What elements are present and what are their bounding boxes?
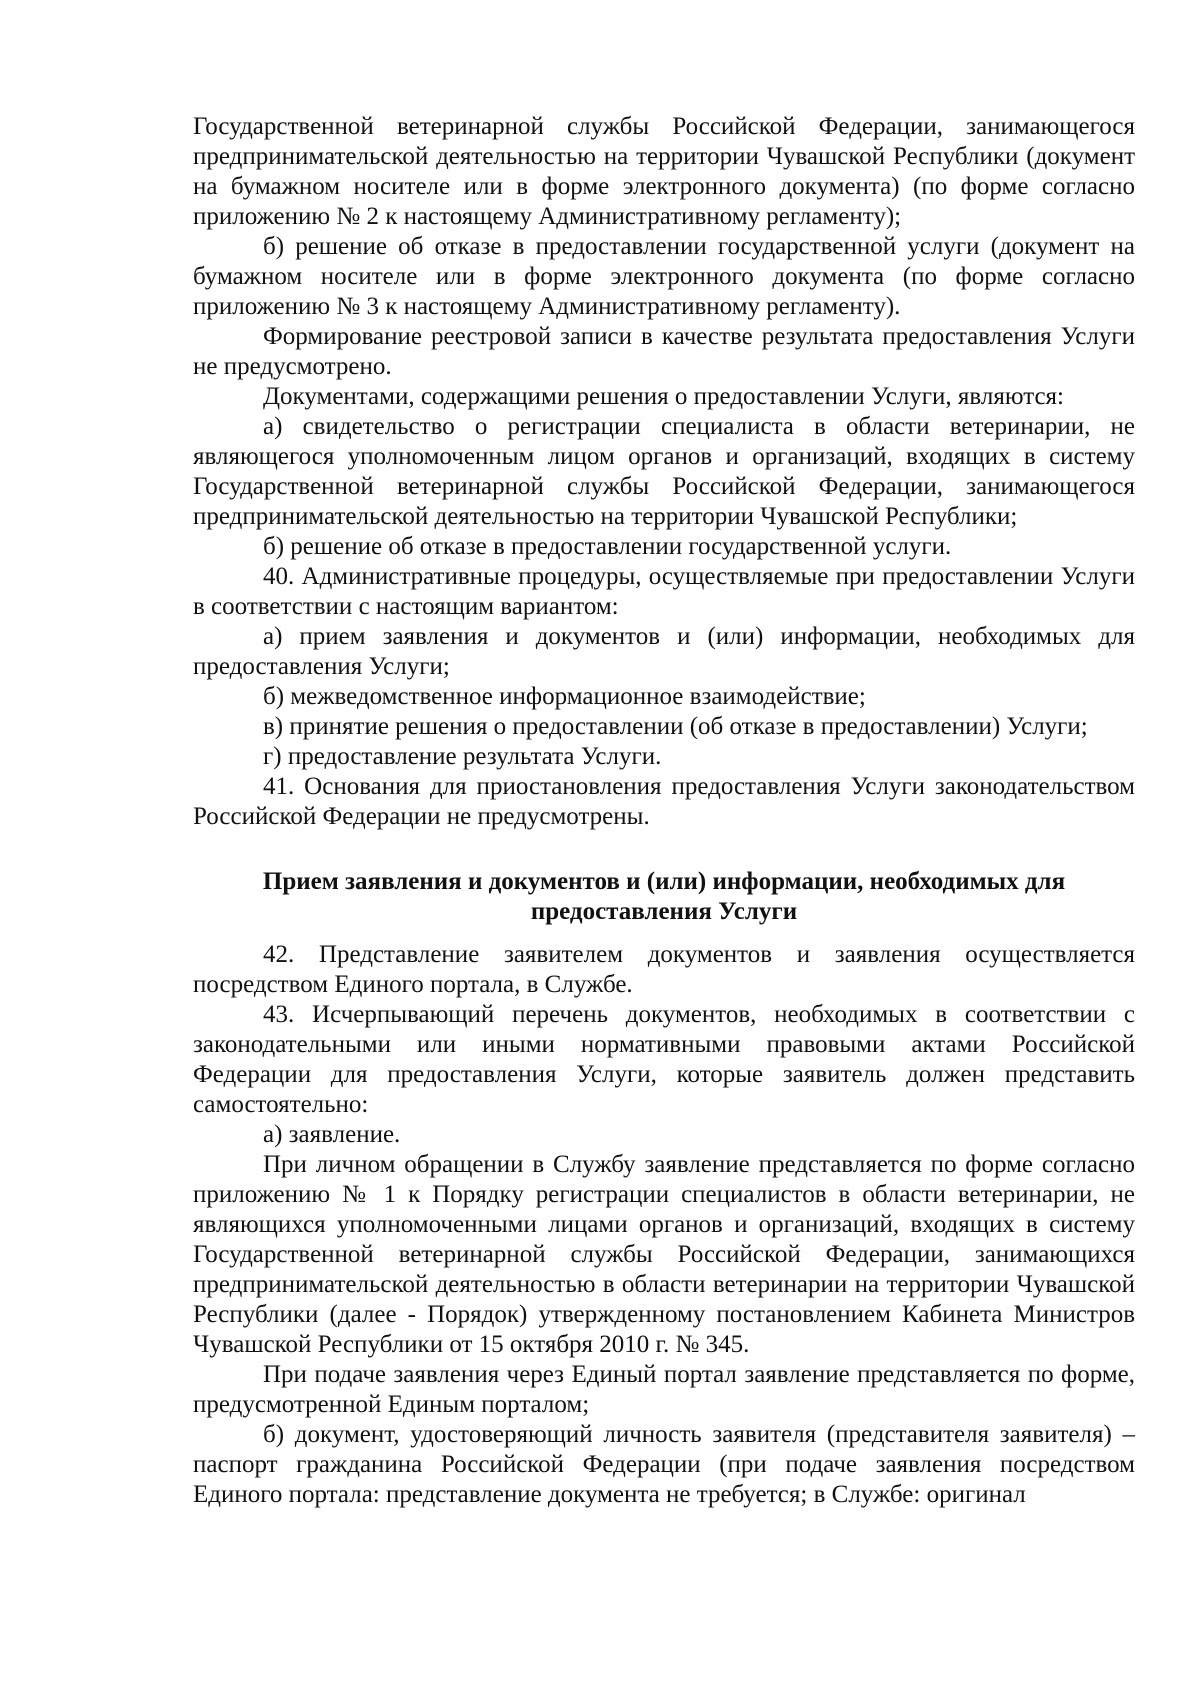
paragraph: 42. Представление заявителем документов и заявления осуществляется посредством Единого портала, в Службе. — [193, 941, 1135, 998]
paragraph: б) решение об отказе в предоставлении государственной услуги. — [263, 533, 952, 560]
paragraph: 43. Исчерпывающий перечень документов, необходимых в соответствии с законодательными или иными нормативными правовыми актами Российской Федерации для предоставления Услуги, которые заявитель должен представить самостоятельно: — [193, 1001, 1135, 1118]
paragraph: б) документ, удостоверяющий личность заявителя (представителя заявителя) – паспорт гражданина Российской Федерации (при подаче заявления посредством Единого портала: представление документа не требуется; в Службе: оригинал — [193, 1421, 1135, 1508]
paragraph: а) прием заявления и документов и (или) информации, необходимых для предоставления Услуги; — [193, 623, 1135, 680]
paragraph: 41. Основания для приостановления предоставления Услуги законодательством Российской Федерации не предусмотрены. — [193, 773, 1135, 830]
section-heading: Прием заявления и документов и (или) информации, необходимых для предоставления Услуги — [262, 868, 1066, 925]
paragraph: Формирование реестровой записи в качестве результата предоставления Услуги не предусмотрено. — [193, 323, 1135, 380]
paragraph: б) межведомственное информационное взаимодействие; — [263, 683, 866, 710]
paragraph: При личном обращении в Службу заявление представляется по форме согласно приложению № 1 к Порядку регистрации специалистов в области ветеринарии, не являющихся уполномоченными лицами органов и организаций, входящих в систему Государственной ветеринарной службы Российской Федерации, занимающихся предпринимательской деятельностью в области ветеринарии на территории Чувашской Республики (далее - Порядок) утвержденному постановлением Кабинета Министров Чувашской Республики от 15 октября 2010 г. № 345. — [193, 1151, 1135, 1358]
paragraph: в) принятие решения о предоставлении (об отказе в предоставлении) Услуги; — [263, 713, 1088, 740]
paragraph: а) свидетельство о регистрации специалиста в области ветеринарии, не являющегося уполномоченным лицом органов и организаций, входящих в систему Государственной ветеринарной службы Российской Федерации, занимающегося предпринимательской деятельностью на территории Чувашской Республики; — [193, 413, 1135, 530]
document-body — [193, 112, 1135, 1510]
paragraph: При подаче заявления через Единый портал заявление представляется по форме, предусмотренной Единым порталом; — [193, 1361, 1135, 1418]
paragraph: Документами, содержащими решения о предоставлении Услуги, являются: — [263, 383, 1064, 410]
paragraph: 40. Административные процедуры, осуществляемые при предоставлении Услуги в соответствии с настоящим вариантом: — [193, 563, 1135, 620]
paragraph: б) решение об отказе в предоставлении государственной услуги (документ на бумажном носителе или в форме электронного документа (по форме согласно приложению № 3 к настоящему Административному регламенту). — [193, 233, 1135, 320]
paragraph: Государственной ветеринарной службы Российской Федерации, занимающегося предпринимательской деятельностью на территории Чувашской Республики (документ на бумажном носителе или в форме электронного документа) (по форме согласно приложению № 2 к настоящему Административному регламенту); — [193, 113, 1135, 230]
paragraph: а) заявление. — [263, 1121, 401, 1148]
paragraph: г) предоставление результата Услуги. — [263, 743, 662, 770]
